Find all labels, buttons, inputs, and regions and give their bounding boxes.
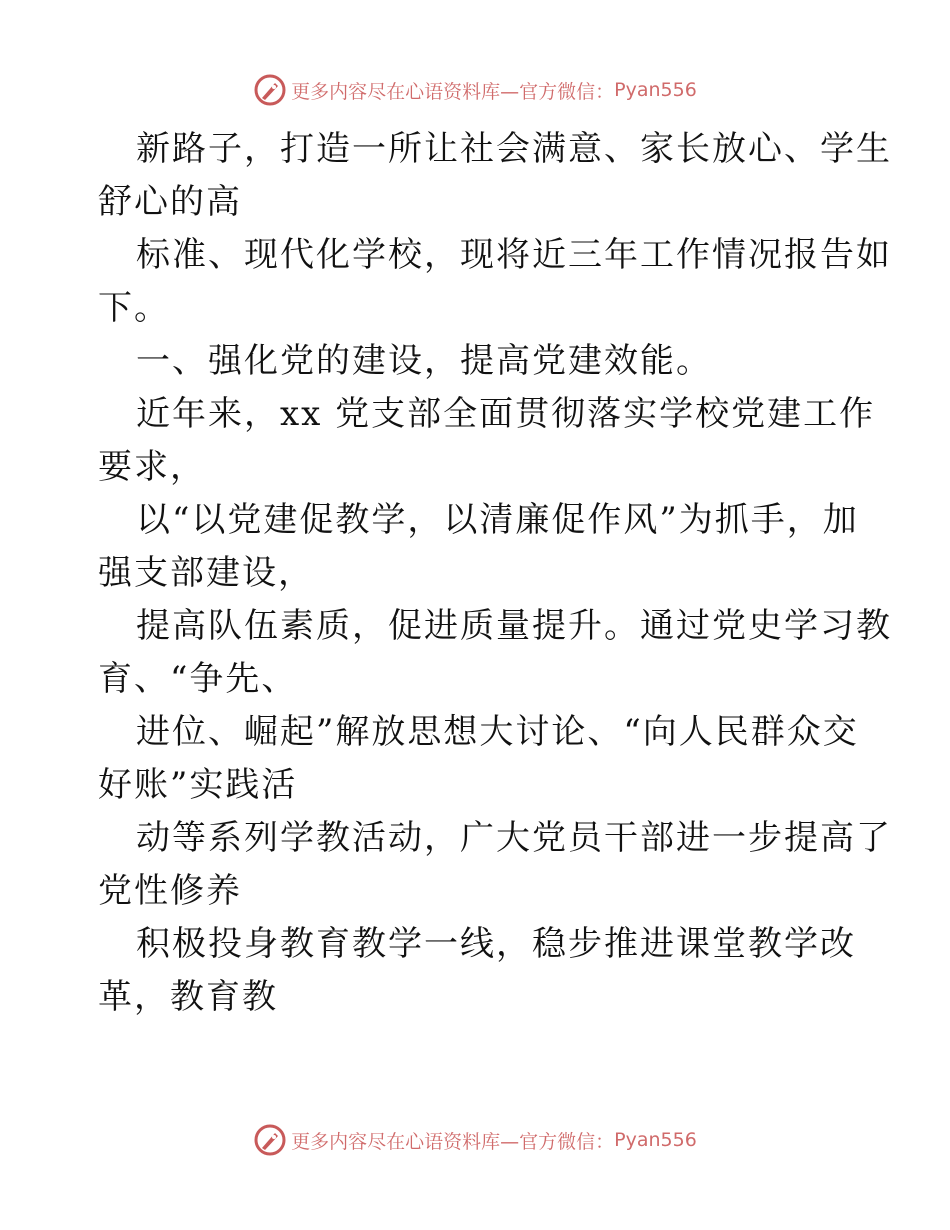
body-text-line: 强支部建设， [98,553,314,593]
body-text-line: 新路子，打造一所让社会满意、家长放心、学生 [136,129,892,169]
body-text-line: 进位、崛起”解放思想大讨论、“向人民群众交 [136,712,859,752]
body-text-line: 以“以党建促教学，以清廉促作风”为抓手，加 [136,500,859,540]
body-text-line: 下。 [98,288,170,328]
footer-watermark [0,1120,950,1160]
body-text-line: 育、“争先、 [98,659,298,699]
body-text-line: 党性修养 [98,871,242,911]
watermark-brand: Pyan556 [614,1129,697,1151]
header-watermark [0,70,950,110]
watermark-text: 更多内容尽在心语资料库—官方微信： [291,1130,615,1153]
pen-nib-logo-icon [253,73,287,107]
body-text-line: 一、强化党的建设，提高党建效能。 [136,341,712,381]
body-text-line: 革，教育教 [98,977,278,1017]
body-text-line: 动等系列学教活动，广大党员干部进一步提高了 [136,818,892,858]
body-text-line: 标准、现代化学校，现将近三年工作情况报告如 [136,235,892,275]
body-text-line: 舒心的高 [98,182,242,222]
body-text-line: 好账”实践活 [98,765,298,805]
pen-nib-logo-icon [253,1123,287,1157]
watermark-brand: Pyan556 [614,79,697,101]
body-text-line: 积极投身教育教学一线，稳步推进课堂教学改 [136,924,856,964]
body-text-line: 要求， [98,447,206,487]
body-text-line: 提高队伍素质，促进质量提升。通过党史学习教 [136,606,892,646]
body-text-line: 近年来，xx 党支部全面贯彻落实学校党建工作 [136,394,876,434]
document-body [98,123,892,1024]
watermark-text: 更多内容尽在心语资料库—官方微信： [291,80,615,103]
